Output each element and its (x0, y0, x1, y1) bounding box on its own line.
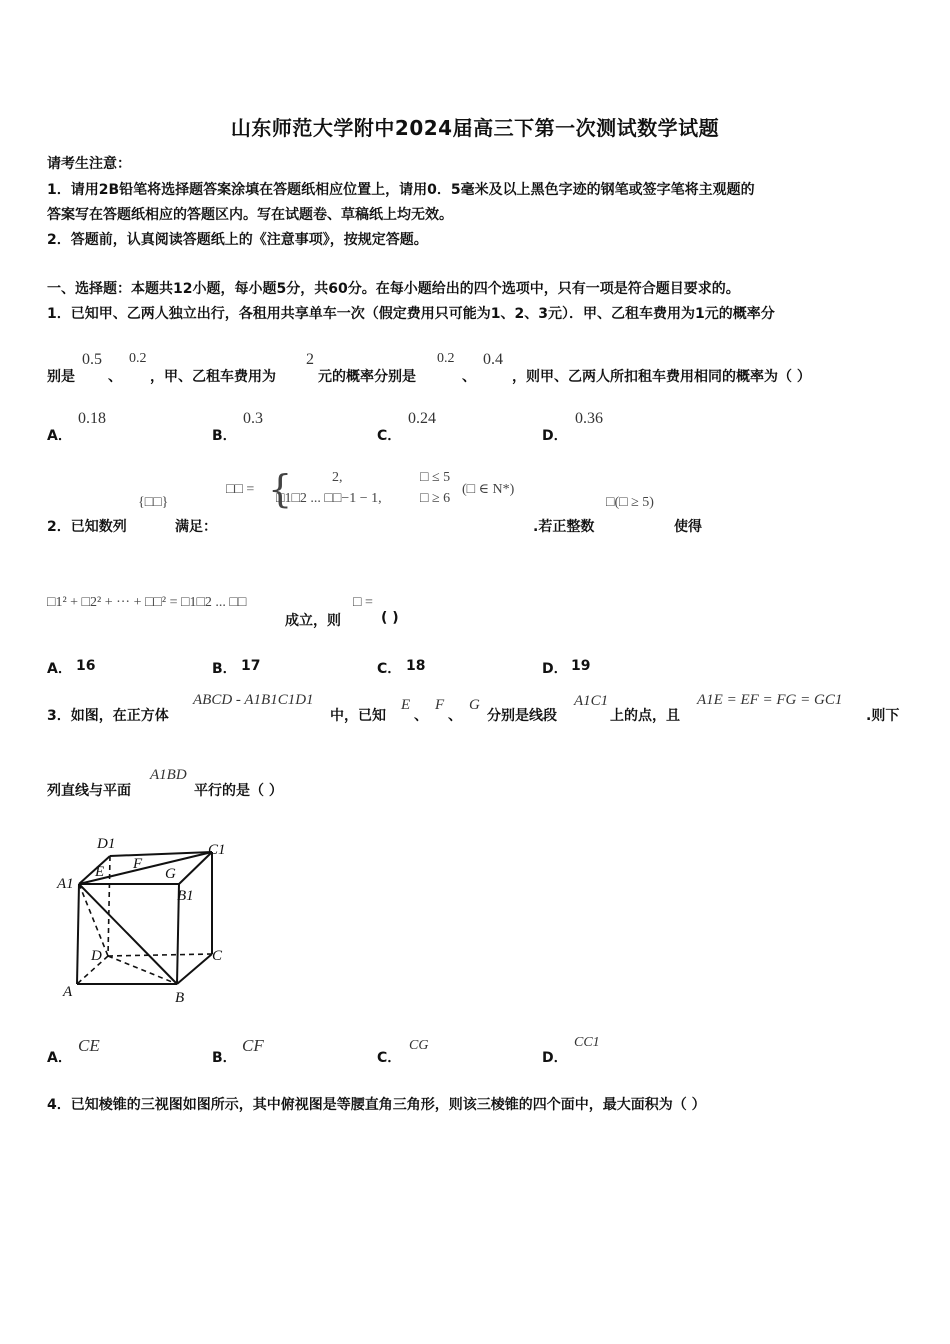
q2-option-a-label[interactable]: A． (47, 661, 72, 677)
page-title: 山东师范大学附中2024届高三下第一次测试数学试题 (230, 116, 720, 140)
q1-option-d-value: 0.36 (575, 410, 603, 427)
q2-ask: □ = (353, 595, 373, 610)
q2-case-1-value: 2, (332, 470, 343, 485)
notice-line-3: 2．答题前，认真阅读答题纸上的《注意事项》，按规定答题。 (47, 232, 428, 248)
cube-label-d: D (91, 948, 102, 964)
q3-text-c: 分别是线段 (487, 708, 557, 724)
q2-prefix: 2．已知数列 (47, 519, 127, 535)
q2-option-b-value: 17 (241, 658, 261, 674)
q3-sep-1: 、 (414, 708, 428, 724)
q3-option-a-label[interactable]: A． (47, 1050, 72, 1066)
q2-option-b-label[interactable]: B． (212, 661, 237, 677)
q1-sep-2: 、 (462, 369, 476, 385)
q3-option-a-value: CE (78, 1036, 100, 1055)
q2-sequence: {□□} (138, 495, 169, 510)
notice-line-2: 答案写在答题纸相应的答题区内。写在试题卷、草稿纸上均无效。 (47, 207, 453, 223)
q3-segment: A1C1 (574, 693, 609, 709)
q2-mid: 满足： (175, 519, 217, 535)
q2-case-2-value: □1□2 ... □□−1 − 1, (276, 491, 382, 506)
notice-heading: 请考生注意： (47, 156, 131, 172)
q1-sep-1: 、 (108, 369, 122, 385)
section-heading: 一、选择题：本题共12小题，每小题5分，共60分。在每小题给出的四个选项中，只有一项是符合题目要求的。 (47, 281, 740, 297)
q1-option-d-label[interactable]: D． (542, 428, 568, 444)
q1-option-b-label[interactable]: B． (212, 428, 237, 444)
q2-option-c-label[interactable]: C． (377, 661, 402, 677)
q2-case-2-cond: □ ≥ 6 (420, 491, 451, 506)
q3-option-c-value: CG (409, 1038, 429, 1053)
q4-text: 4．已知棱锥的三视图如图所示，其中俯视图是等腰直角三角形，则该三棱锥的四个面中，最大面积为（ ） (47, 1097, 706, 1113)
q1-text-a: 别是 (47, 369, 75, 385)
q3-text-e: .则下 (866, 708, 900, 724)
cube-label-c1: C1 (208, 842, 226, 858)
q1-option-a-value: 0.18 (78, 410, 106, 427)
q2-after: .若正整数 (533, 519, 595, 535)
q3-point-f: F (435, 697, 445, 713)
q1-text-b: ，甲、乙租车费用为 (150, 369, 276, 385)
cube-label-d1: D1 (97, 836, 116, 852)
q1-line-1: 1．已知甲、乙两人独立出行，各租用共享单车一次（假定费用只可能为1、2、3元）．甲、乙租车费用为1元的概率分 (47, 306, 775, 322)
q1-value-5: 0.4 (483, 351, 503, 368)
q1-option-b-value: 0.3 (243, 410, 263, 427)
q1-option-a-label[interactable]: A． (47, 428, 72, 444)
q2-option-d-value: 19 (571, 658, 591, 674)
cube-label-g: G (165, 866, 176, 882)
q3-sep-2: 、 (448, 708, 462, 724)
q2-option-a-value: 16 (76, 658, 96, 674)
q1-option-c-label[interactable]: C． (377, 428, 402, 444)
q2-eq-tail: 成立，则 (285, 613, 341, 629)
q3-point-g: G (469, 697, 480, 713)
q1-text-d: ，则甲、乙两人所扣租车费用相同的概率为（ ） (512, 369, 811, 385)
q1-value-3: 2 (306, 351, 314, 368)
q2-condition: □(□ ≥ 5) (606, 495, 654, 510)
q3-text-d: 上的点，且 (610, 708, 680, 724)
q3-option-c-label[interactable]: C． (377, 1050, 402, 1066)
cube-label-b1: B1 (177, 888, 194, 904)
q1-value-2: 0.2 (129, 351, 147, 366)
q2-formula-lhs: □□ = (226, 482, 255, 497)
cube-label-c: C (212, 948, 223, 964)
q2-tail: 使得 (674, 519, 702, 535)
q2-brace: { (268, 467, 293, 511)
q1-value-4: 0.2 (437, 351, 455, 366)
notice-line-1: 1．请用2B铅笔将选择题答案涂填在答题纸相应位置上，请用0．5毫米及以上黑色字迹的钢笔或签字笔将主观题的 (47, 182, 755, 198)
cube-label-a1: A1 (57, 876, 74, 892)
q3-option-b-label[interactable]: B． (212, 1050, 237, 1066)
q2-option-d-label[interactable]: D． (542, 661, 568, 677)
q3-option-d-value: CC1 (574, 1035, 600, 1050)
q3-equation: A1E = EF = FG = GC1 (697, 692, 843, 708)
q3-text-b: 中，已知 (330, 708, 386, 724)
q1-value-1: 0.5 (82, 351, 102, 368)
q3-text-a: 3．如图，在正方体 (47, 708, 169, 724)
q3-line-2a: 列直线与平面 (47, 783, 131, 799)
q2-case-1-cond: □ ≤ 5 (420, 470, 451, 485)
cube-label-a: A (63, 984, 73, 1000)
cube-label-e: E (95, 864, 105, 880)
q3-cube: ABCD - A1B1C1D1 (193, 692, 314, 708)
q3-line-2b: 平行的是（ ） (194, 783, 283, 799)
q1-option-c-value: 0.24 (408, 410, 436, 427)
q2-domain: (□ ∈ N*) (462, 482, 515, 497)
q3-option-b-value: CF (242, 1036, 264, 1055)
q3-plane: A1BD (150, 767, 187, 783)
cube-figure (55, 832, 235, 1010)
q1-text-c: 元的概率分别是 (318, 369, 416, 385)
cube-label-f: F (133, 856, 143, 872)
q2-option-c-value: 18 (406, 658, 426, 674)
q2-equation: □1² + □2² + ··· + □□² = □1□2 ... □□ (47, 595, 247, 610)
cube-label-b: B (175, 990, 185, 1006)
q2-paren: ( ) (381, 610, 399, 626)
q3-option-d-label[interactable]: D． (542, 1050, 568, 1066)
q3-point-e: E (401, 697, 411, 713)
